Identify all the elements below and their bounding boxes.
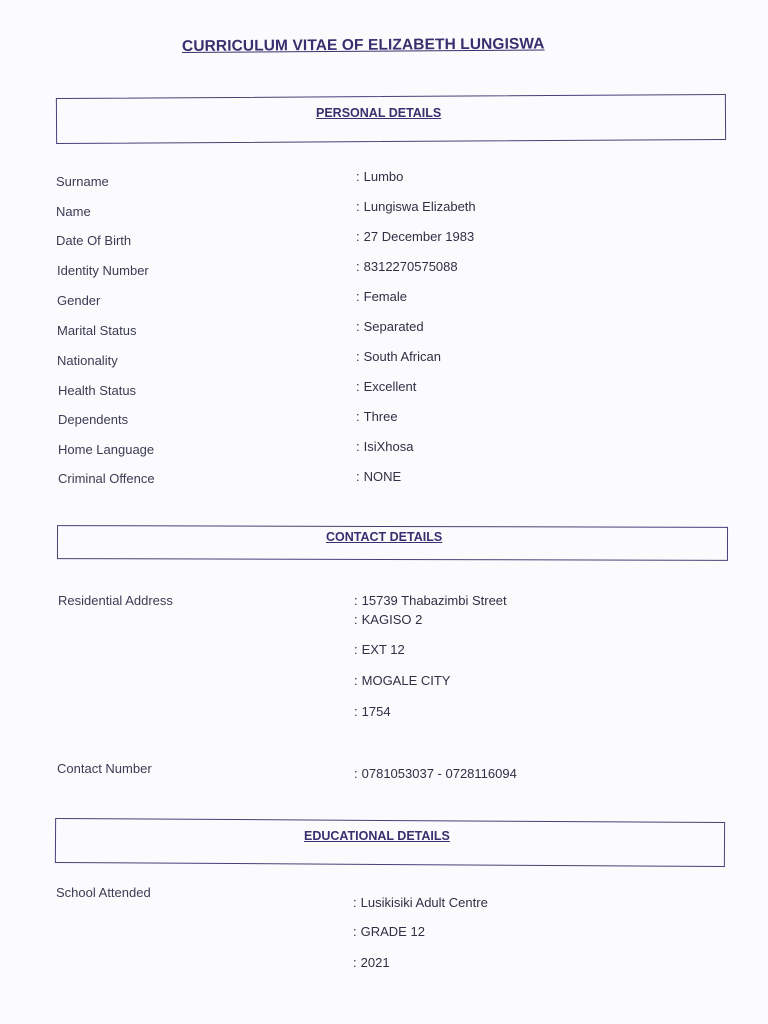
nationality-label: Nationality — [57, 353, 118, 368]
dependents-label: Dependents — [58, 412, 129, 427]
name-label: Name — [56, 204, 91, 219]
school-name-value: : Lusikisiki Adult Centre — [353, 895, 488, 910]
contact-number-value: : 0781053037 - 0728116094 — [354, 766, 517, 781]
marital-status-value: : Separated — [356, 319, 424, 334]
marital-status-label: Marital Status — [57, 323, 137, 338]
criminal-offence-label: Criminal Offence — [58, 471, 155, 486]
nationality-value: : South African — [356, 349, 441, 364]
surname-value: : Lumbo — [356, 169, 404, 184]
home-language-label: Home Language — [58, 442, 155, 457]
address-line-city: : MOGALE CITY — [354, 673, 451, 688]
name-value: : Lungiswa Elizabeth — [356, 199, 476, 214]
address-line-suburb: : KAGISO 2 — [354, 612, 423, 627]
dob-value: : 27 December 1983 — [356, 229, 475, 244]
school-grade-value: : GRADE 12 — [353, 924, 425, 939]
address-line-street: : 15739 Thabazimbi Street — [354, 593, 507, 608]
residential-address-label: Residential Address — [58, 593, 173, 608]
gender-value: : Female — [356, 289, 407, 304]
contact-details-heading: CONTACT DETAILS — [326, 530, 443, 544]
contact-number-label: Contact Number — [57, 761, 152, 776]
document-title: CURRICULUM VITAE OF ELIZABETH LUNGISWA — [181, 35, 545, 55]
school-attended-label: School Attended — [56, 885, 151, 900]
school-year-value: : 2021 — [353, 955, 390, 970]
health-status-value: : Excellent — [356, 379, 417, 394]
address-line-extension: : EXT 12 — [354, 642, 405, 657]
surname-label: Surname — [56, 174, 109, 189]
gender-label: Gender — [57, 293, 101, 308]
address-line-postal-code: : 1754 — [354, 704, 391, 719]
educational-details-heading: EDUCATIONAL DETAILS — [304, 829, 450, 843]
dob-label: Date Of Birth — [56, 233, 132, 248]
personal-details-heading: PERSONAL DETAILS — [316, 106, 442, 120]
identity-number-label: Identity Number — [57, 263, 149, 278]
criminal-offence-value: : NONE — [356, 469, 402, 484]
identity-number-value: : 8312270575088 — [356, 259, 458, 274]
home-language-value: : IsiXhosa — [356, 439, 414, 454]
health-status-label: Health Status — [58, 383, 137, 398]
dependents-value: : Three — [356, 409, 398, 424]
